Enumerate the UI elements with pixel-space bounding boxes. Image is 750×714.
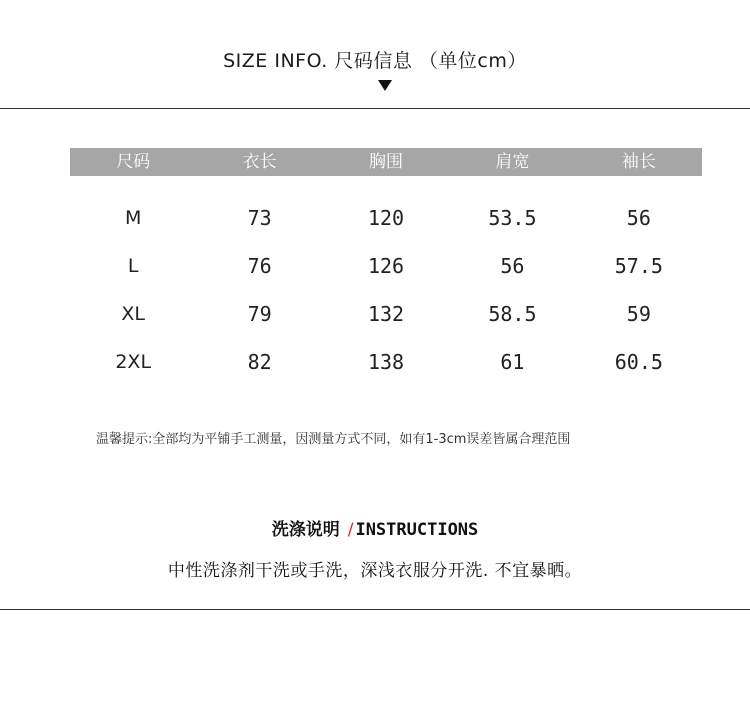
sleeve-cell: 57.5 <box>614 254 663 278</box>
size-cell: L <box>127 255 139 277</box>
header-sleeve: 袖长 <box>621 152 656 172</box>
top-divider <box>0 108 750 109</box>
title-slash: / <box>347 520 354 540</box>
size-table-header <box>70 148 702 176</box>
bottom-divider <box>0 609 750 610</box>
size-cell: 2XL <box>115 351 152 373</box>
shoulder-cell: 61 <box>500 350 525 374</box>
header-size: 尺码 <box>116 152 151 172</box>
chest-cell: 138 <box>367 350 405 374</box>
chest-cell: 126 <box>367 254 405 278</box>
size-info-title: SIZE INFO. 尺码信息 （单位cm） <box>223 50 527 72</box>
length-cell: 76 <box>247 254 272 278</box>
shoulder-cell: 53.5 <box>488 206 537 230</box>
size-cell: XL <box>121 303 145 325</box>
header-chest: 胸围 <box>369 152 404 172</box>
header-length: 衣长 <box>242 152 277 172</box>
length-cell: 82 <box>247 350 272 374</box>
shoulder-cell: 58.5 <box>488 302 537 326</box>
wash-instructions-title <box>0 515 750 540</box>
sleeve-cell: 60.5 <box>614 350 663 374</box>
length-cell: 73 <box>247 206 272 230</box>
down-triangle-icon <box>378 80 392 91</box>
table-row <box>70 194 702 242</box>
table-row <box>70 242 702 290</box>
sleeve-cell: 56 <box>626 206 651 230</box>
table-row <box>70 290 702 338</box>
length-cell: 79 <box>247 302 272 326</box>
shoulder-cell: 56 <box>500 254 525 278</box>
wash-title-cn: 洗涤说明 <box>271 520 340 540</box>
sleeve-cell: 59 <box>626 302 651 326</box>
measurement-note: 温馨提示:全部均为平铺手工测量，因测量方式不同，如有1-3cm误差皆属合理范围 <box>96 432 571 447</box>
size-cell: M <box>125 207 142 229</box>
chest-cell: 120 <box>367 206 405 230</box>
header-shoulder: 肩宽 <box>495 152 530 172</box>
wash-instructions-text: 中性洗涤剂干洗或手洗，深浅衣服分开洗. 不宜暴晒。 <box>167 561 583 581</box>
table-row <box>70 338 702 386</box>
wash-title-en: INSTRUCTIONS <box>355 520 479 540</box>
chest-cell: 132 <box>367 302 405 326</box>
size-table-body <box>70 194 702 386</box>
